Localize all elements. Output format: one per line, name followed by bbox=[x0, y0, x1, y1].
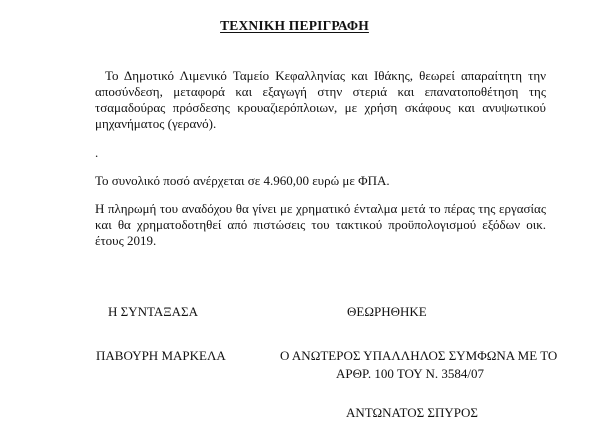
paragraph-description: Το Δημοτικό Λιμενικό Ταμείο Κεφαλληνίας και Ιθάκης, θεωρεί απαραίτητη την αποσύνδεση, μεταφορά και εξαγωγή στην στεριά και επανατοποθέτηση της τσαμαδούρας πρόσδεσης κρουαζιερόπλοιων, με χρήση σκάφους και ανυψωτικού μηχανήματος (γερανό). bbox=[95, 68, 546, 131]
signature-right-role-line1: Ο ΑΝΩΤΕΡΟΣ ΥΠΑΛΛΗΛΟΣ ΣΥΜΦΩΝΑ ΜΕ ΤΟ bbox=[280, 348, 558, 363]
document-title: ΤΕΧΝΙΚΗ ΠΕΡΙΓΡΑΦΗ bbox=[220, 18, 369, 33]
separator-dot: . bbox=[95, 145, 99, 160]
paragraph-payment-terms: Η πληρωμή του αναδόχου θα γίνει με χρηματικό ένταλμα μετά το πέρας της εργασίας και θα χρηματοδοτηθεί από πιστώσεις του τακτικού προϋπολογισμού εξόδων οικ. έτους 2019. bbox=[95, 201, 546, 248]
signature-right-role-line2: ΑΡΘΡ. 100 ΤΟΥ Ν. 3584/07 bbox=[336, 366, 484, 381]
paragraph-total-amount: Το συνολικό ποσό ανέρχεται σε 4.960,00 ευρώ με ΦΠΑ. bbox=[95, 173, 390, 188]
signature-right-heading: ΘΕΩΡΗΘΗΚΕ bbox=[347, 304, 427, 319]
signature-right-name: ΑΝΤΩΝΑΤΟΣ ΣΠΥΡΟΣ bbox=[346, 405, 478, 420]
signature-left-heading: Η ΣΥΝΤΑΞΑΣΑ bbox=[108, 304, 198, 319]
signature-left-name: ΠΑΒΟΥΡΗ ΜΑΡΚΕΛΑ bbox=[96, 348, 226, 363]
